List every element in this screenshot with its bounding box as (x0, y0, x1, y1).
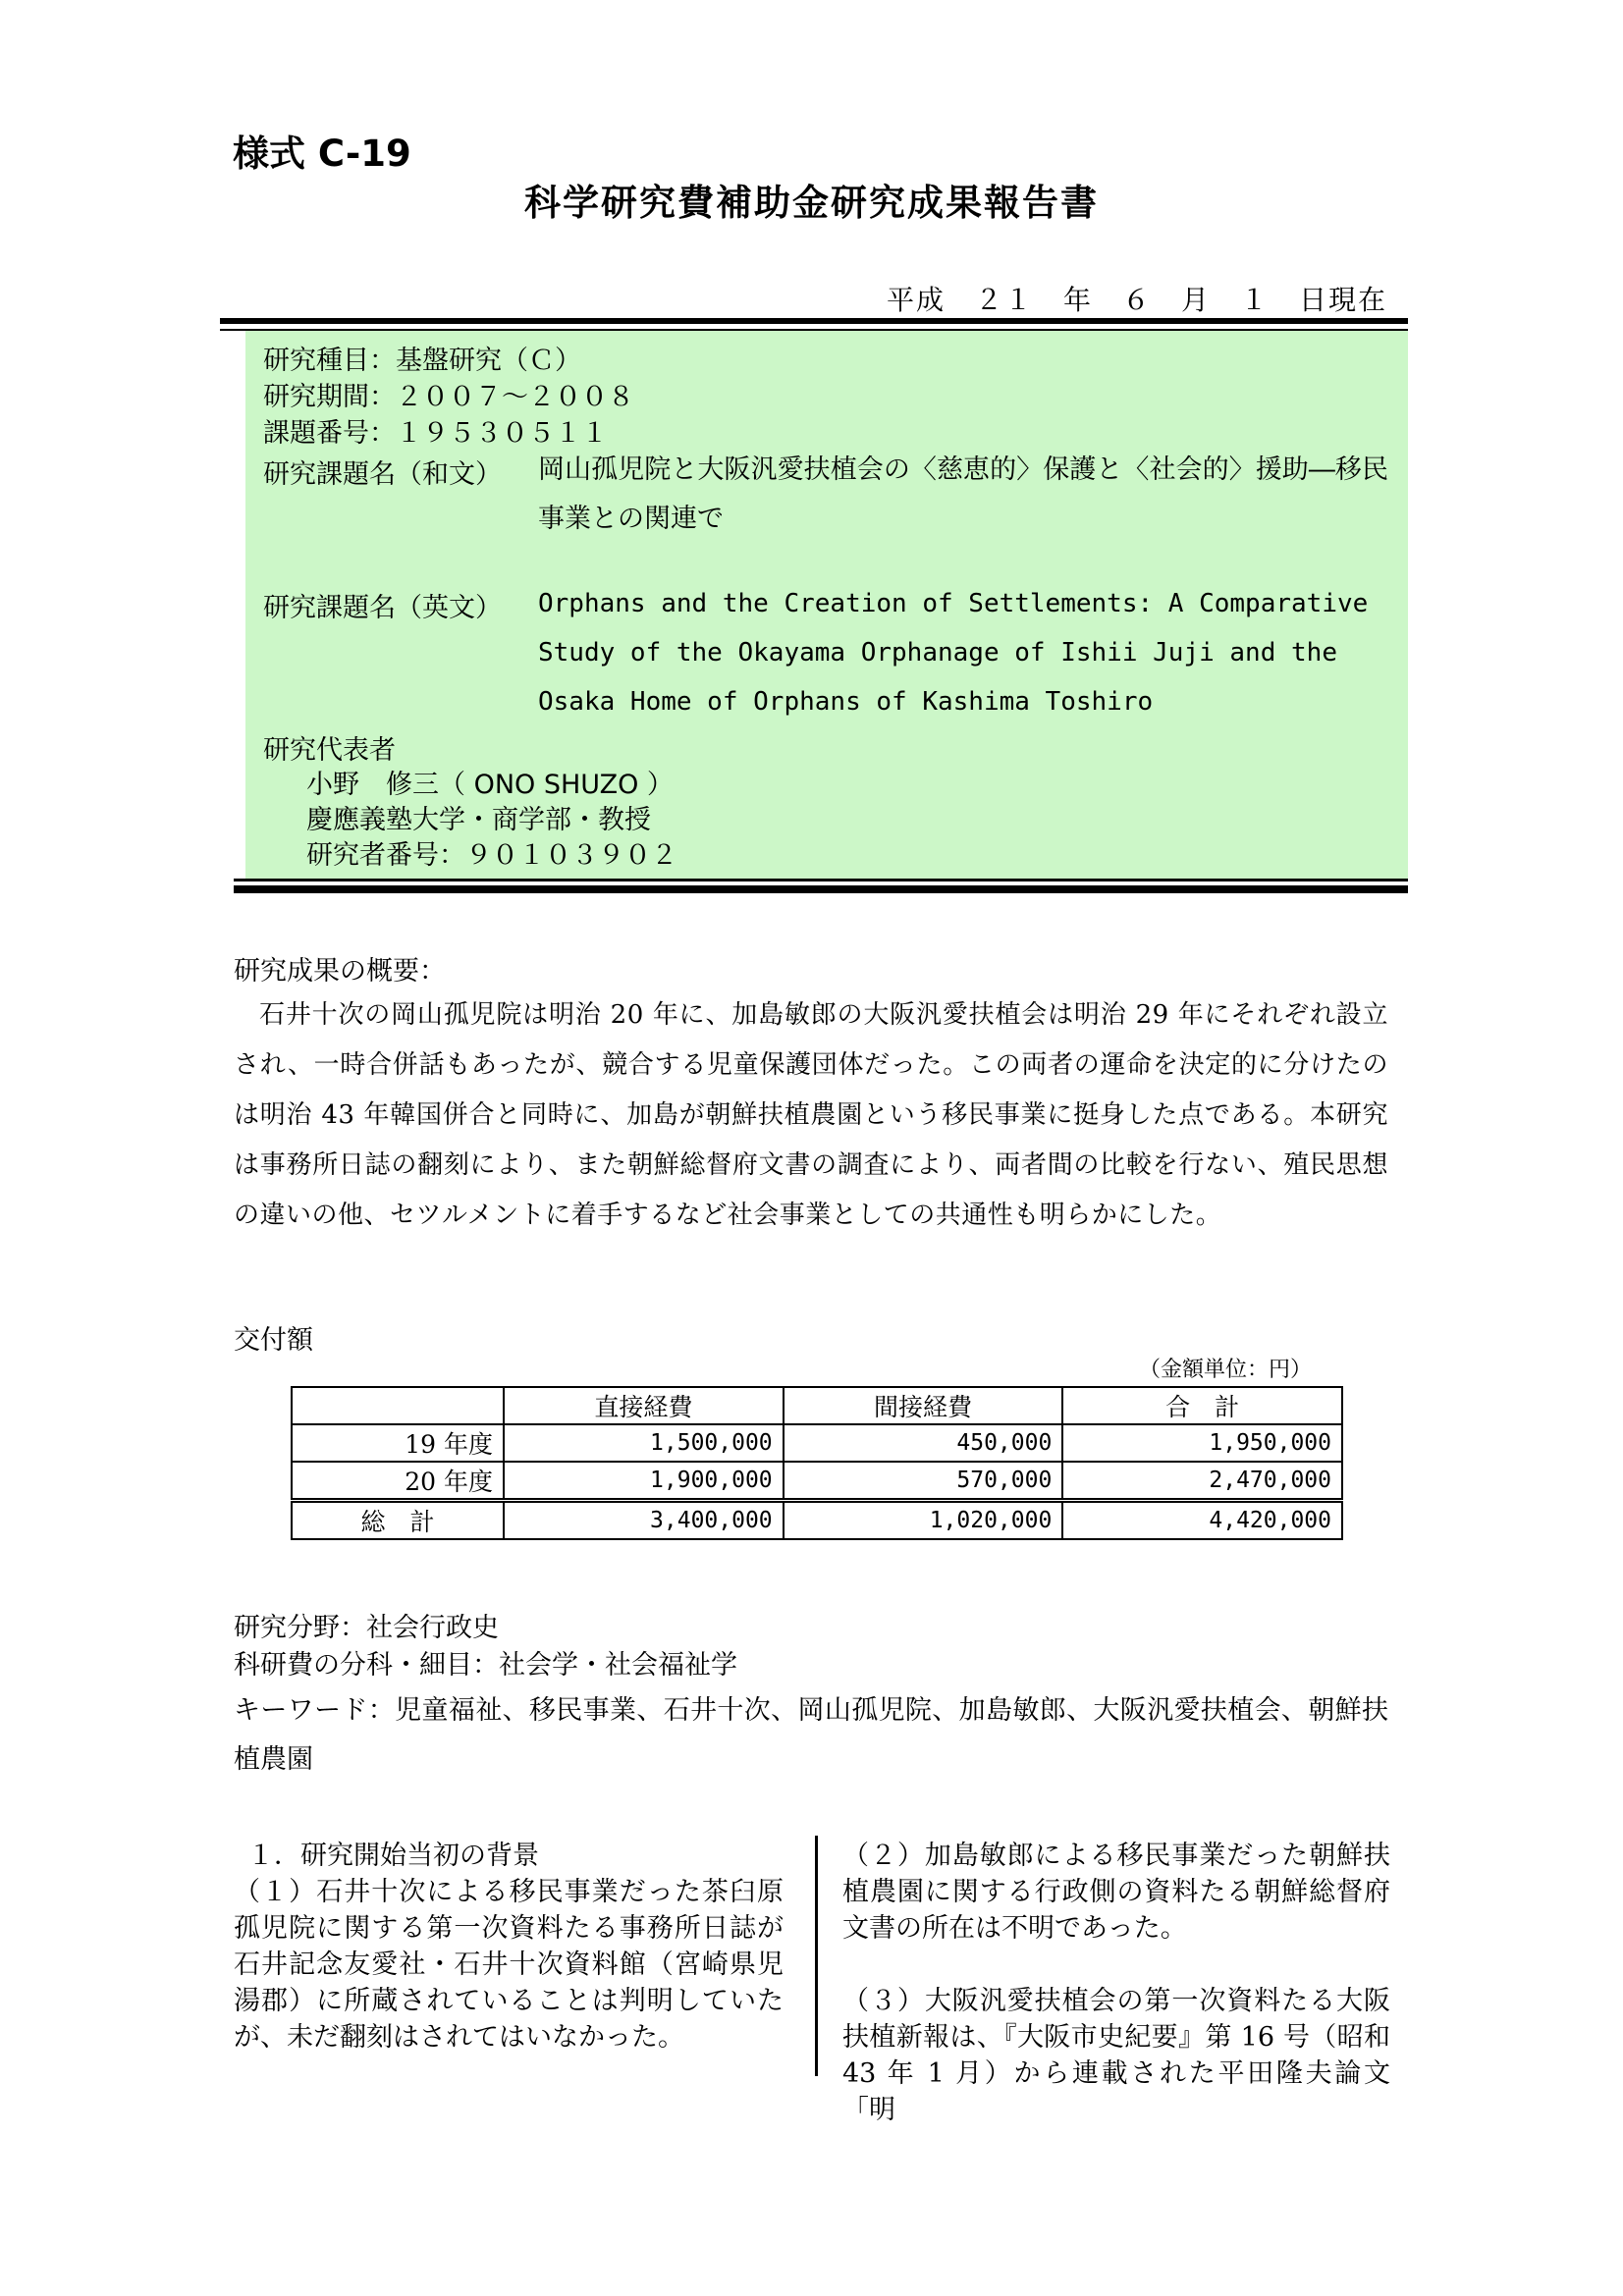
row-label: 20 年度 (292, 1462, 504, 1501)
column-header: 直接経費 (504, 1387, 784, 1424)
representative-label: 研究代表者 (263, 735, 396, 766)
column-header: 間接経費 (784, 1387, 1063, 1424)
cell-indirect: 1,020,000 (784, 1501, 1063, 1540)
research-period (263, 375, 634, 413)
research-field: 研究分野：社会行政史 (234, 1613, 499, 1643)
title-ja: 岡山孤児院と大阪汎愛扶植会の〈慈恵的〉保護と〈社会的〉援助―移民事業との関連で (538, 454, 1388, 534)
cell-direct: 1,500,000 (504, 1424, 784, 1462)
project-number-value: １９５３０５１１ (396, 418, 608, 449)
title-en-label: 研究課題名（英文） (263, 593, 502, 623)
column-divider (815, 1836, 818, 2076)
representative-affiliation: 慶應義塾大学・商学部・教授 (306, 805, 651, 835)
column-header: 合 計 (1062, 1387, 1342, 1424)
keywords: キーワード：児童福祉、移民事業、石井十次、岡山孤児院、加島敏郎、大阪汎愛扶植会、朝鮮扶植農園 (234, 1695, 1388, 1775)
cell-direct: 3,400,000 (504, 1501, 784, 1540)
researcher-number: 研究者番号：９０１０３９０２ (306, 840, 677, 871)
grant-table (291, 1386, 1343, 1540)
cell-total: 4,420,000 (1062, 1501, 1342, 1540)
research-type-label: 研究種目： (263, 346, 396, 376)
document-title: 科学研究費補助金研究成果報告書 (524, 182, 1099, 224)
research-division: 科研費の分科・細目：社会学・社会福祉学 (234, 1650, 737, 1681)
cell-indirect: 450,000 (784, 1424, 1063, 1462)
title-en: Orphans and the Creation of Settlements: A Comparative Study of the Okayama Orphanage of Ishii Juji and the Osaka Home of Orphans of Kashima Toshiro (538, 589, 1369, 717)
bottom-rule-thin (234, 879, 1408, 881)
table-row (292, 1462, 1342, 1501)
date-line: 平成 ２１ 年 ６ 月 １ 日現在 (886, 284, 1387, 316)
cell-total: 1,950,000 (1062, 1424, 1342, 1462)
top-rule (220, 318, 1408, 324)
section-heading: １．研究開始当初の背景 (247, 1841, 539, 1871)
section-paragraph: （２）加島敏郎による移民事業だった朝鮮扶植農園に関する行政側の資料たる朝鮮総督府文書の所在は不明であった。 (842, 1841, 1390, 1944)
table-row (292, 1424, 1342, 1462)
column-header (292, 1387, 504, 1424)
grant-heading: 交付額 (234, 1325, 313, 1356)
cell-indirect: 570,000 (784, 1462, 1063, 1501)
table-total-row (292, 1501, 1342, 1540)
form-id: 様式 C-19 (233, 133, 411, 175)
section-paragraph: （３）大阪汎愛扶植会の第一次資料たる大阪扶植新報は、『大阪市史紀要』第 16 号（昭和 43 年 1 月）から連載された平田隆夫論文「明 (842, 1986, 1390, 2125)
section-paragraph: （１）石井十次による移民事業だった茶臼原孤児院に関する第一次資料たる事務所日誌が石井記念友愛社・石井十次資料館（宮崎県児湯郡）に所蔵されていることは判明していたが、未だ翻刻はされてはいなかった。 (234, 1877, 784, 2053)
summary-body: 石井十次の岡山孤児院は明治 20 年に、加島敏郎の大阪汎愛扶植会は明治 29 年にそれぞれ設立され、一時合併話もあったが、競合する児童保護団体だった。この両者の運命を決定的に分けたのは明治 43 年韓国併合と同時に、加島が朝鮮扶植農園という移民事業に挺身した点である。本研究は事務所日誌の翻刻により、また朝鮮総督府文書の調査により、両者間の比較を行ない、殖民思想の違いの他、セツルメントに着手するなど社会事業としての共通性も明らかにした。 (234, 1000, 1388, 1230)
cell-direct: 1,900,000 (504, 1462, 784, 1501)
representative-name: 小野 修三（ ONO SHUZO ） (306, 770, 674, 800)
row-label: 19 年度 (292, 1424, 504, 1462)
research-type-value: 基盤研究（Ｃ） (396, 346, 581, 376)
title-ja-label: 研究課題名（和文） (263, 459, 502, 490)
project-number-label: 課題番号： (263, 418, 396, 449)
project-number (263, 411, 608, 450)
table-header-row (292, 1387, 1342, 1424)
summary-heading: 研究成果の概要： (234, 956, 446, 987)
row-label: 総 計 (292, 1501, 504, 1540)
research-period-label: 研究期間： (263, 382, 396, 412)
grant-unit: （金額単位：円） (1139, 1358, 1313, 1382)
cell-total: 2,470,000 (1062, 1462, 1342, 1501)
research-period-value: ２００７～２００８ (396, 382, 634, 412)
bottom-rule (234, 885, 1408, 893)
research-type (263, 339, 581, 377)
